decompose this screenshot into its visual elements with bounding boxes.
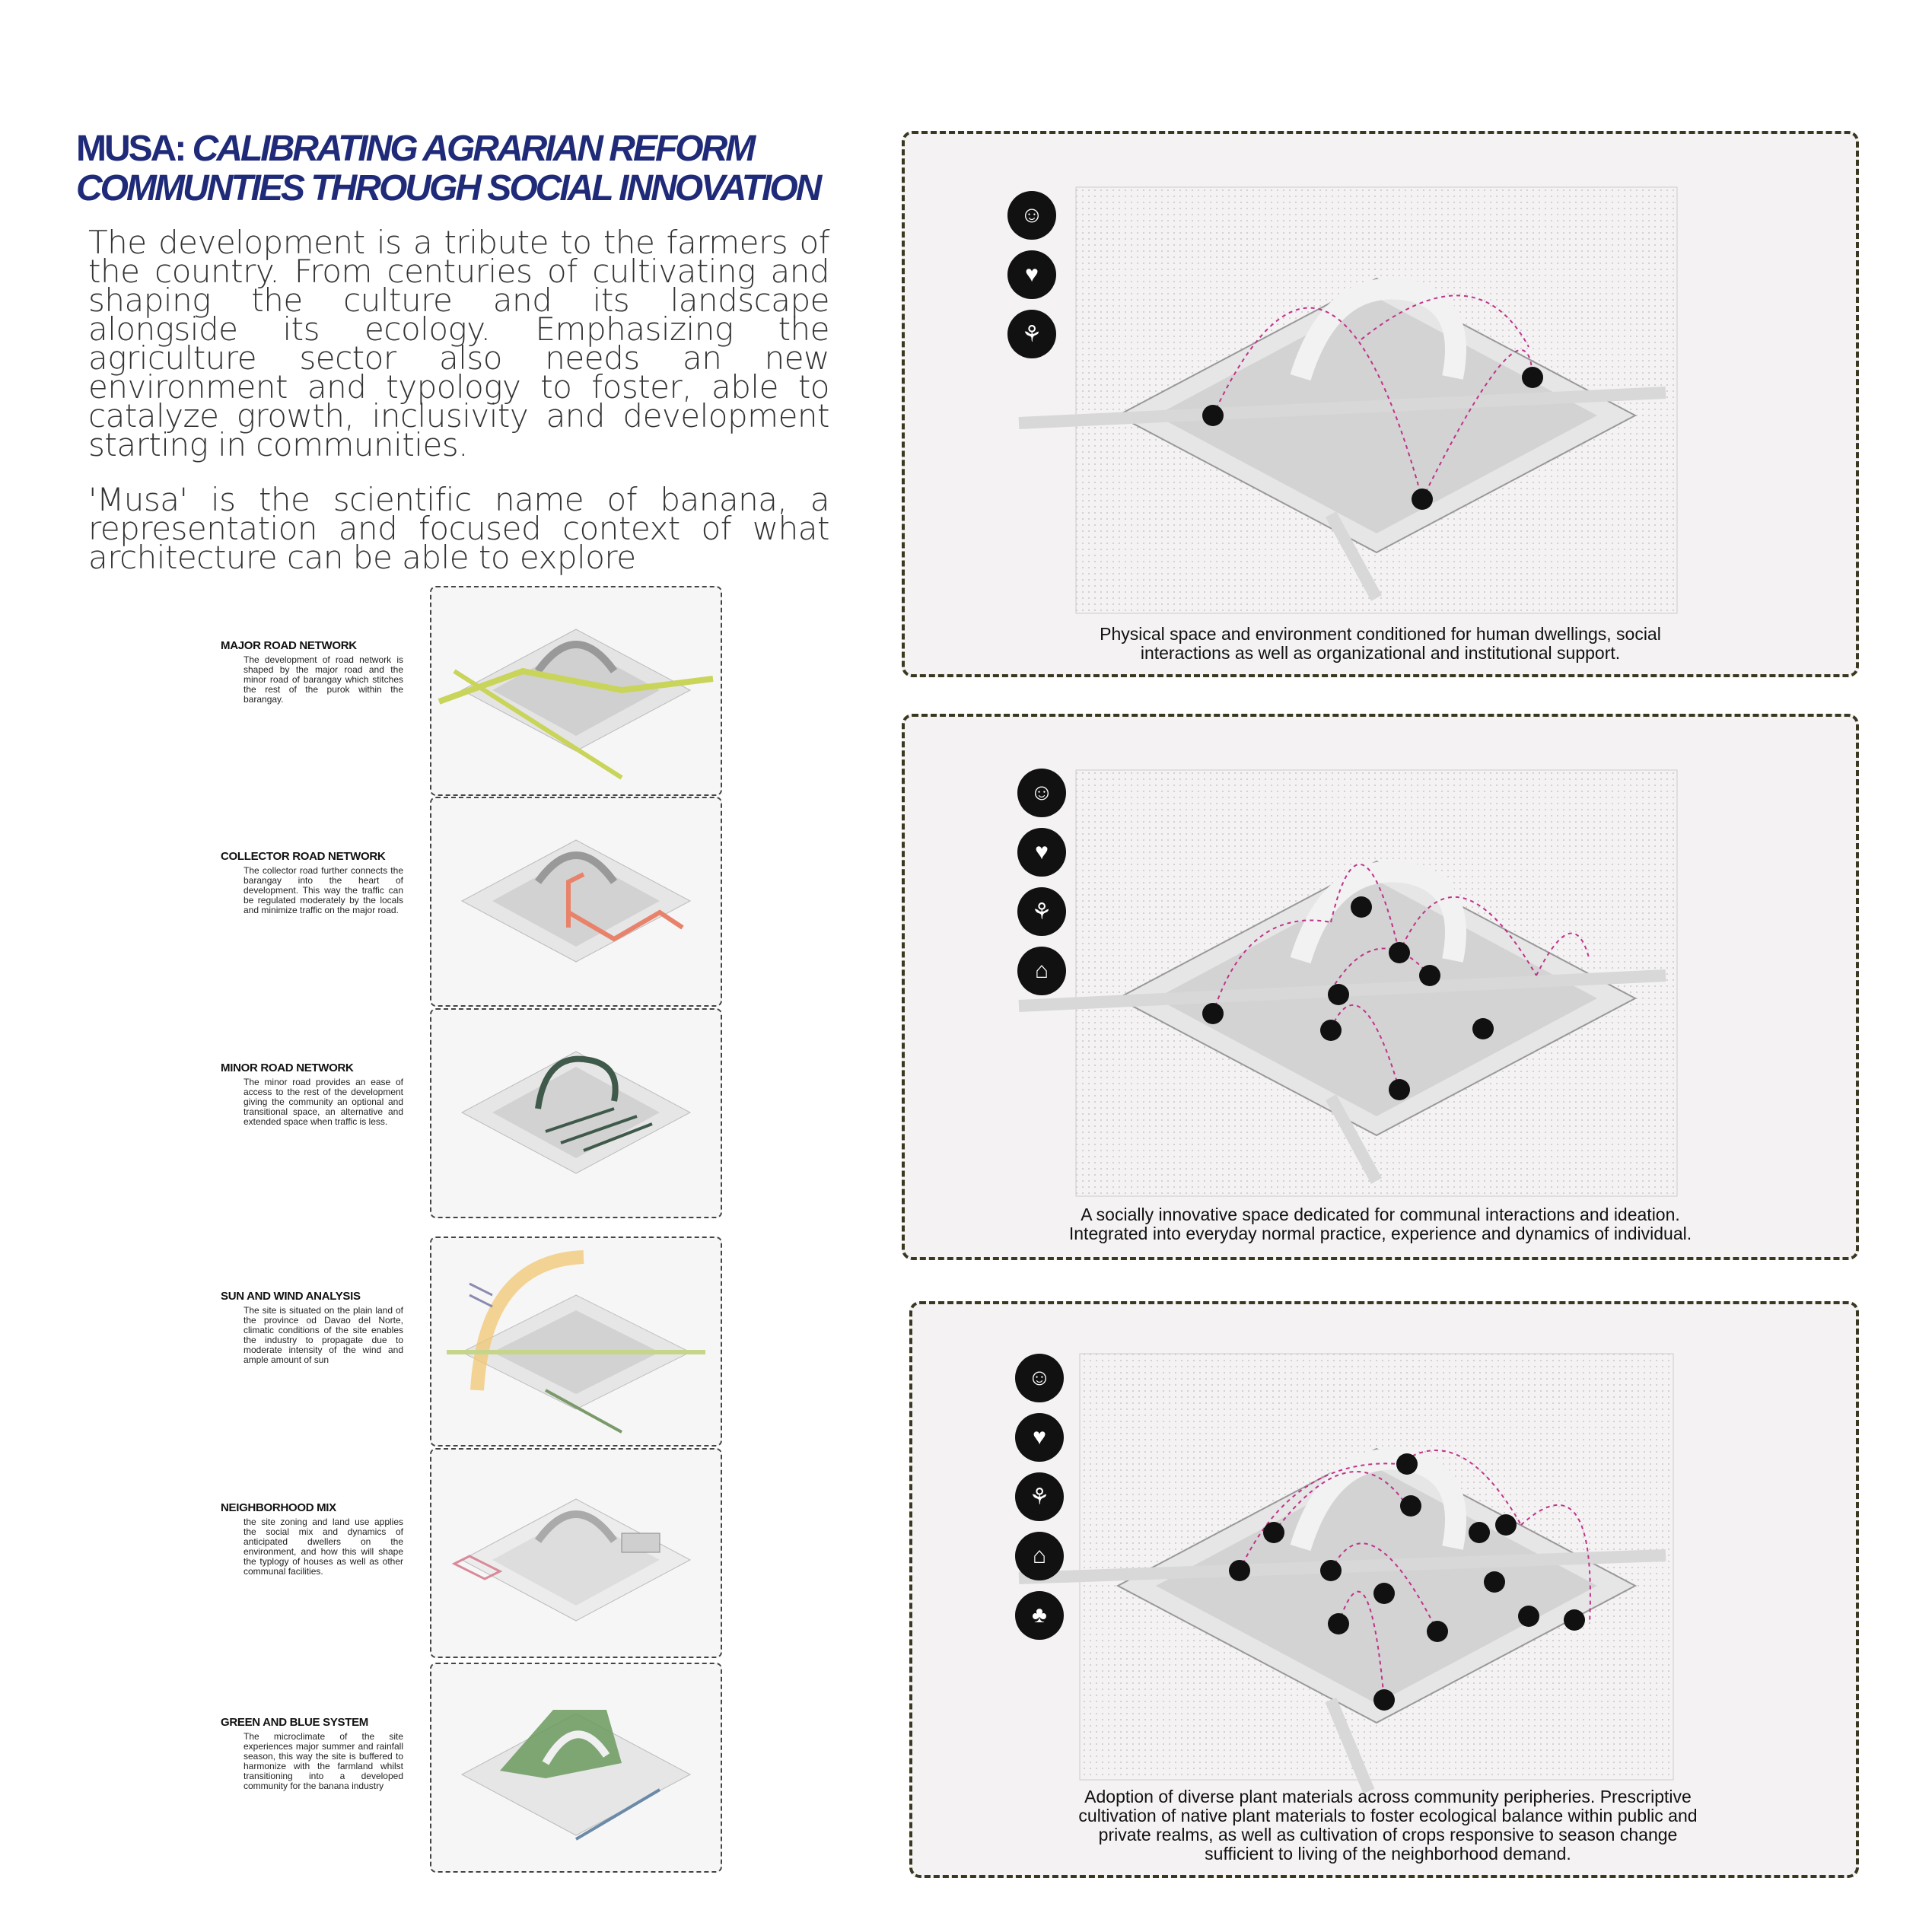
diagram-description: The microclimate of the site experiences major summer and rainfall season, this way the site is buffered to harmonize with the farmland whilst transitioning into a developed community for the banana industry xyxy=(243,1731,403,1791)
diagram-title: NEIGHBORHOOD MIX xyxy=(221,1501,336,1514)
diagram-title: COLLECTOR ROAD NETWORK xyxy=(221,850,386,863)
diagram-green-blue xyxy=(221,1663,723,1872)
icon-column xyxy=(1007,191,1056,369)
panel-caption xyxy=(981,1205,1780,1243)
page-title xyxy=(76,129,875,208)
farming-icon: ⚘ xyxy=(1007,310,1056,358)
diagram-text xyxy=(221,1061,411,1127)
intro-text xyxy=(88,224,829,598)
caption-line: A socially innovative space dedicated for communal interactions and ideation. xyxy=(1081,1205,1680,1224)
diagram-title: MAJOR ROAD NETWORK xyxy=(221,639,357,652)
panel-caption xyxy=(981,625,1780,663)
diagram-collector-road xyxy=(221,797,723,1006)
farming-icon: ⚘ xyxy=(1017,887,1066,936)
caption-line: Physical space and environment conditioned for human dwellings, social xyxy=(1100,624,1661,644)
community-icon: ☺ xyxy=(1007,191,1056,240)
diagram-description: The development of road network is shaped by the major road and the minor road of barangay which stitches the rest of the purok within the barangay. xyxy=(243,654,403,705)
panel-physical-space xyxy=(902,131,1859,677)
diagram-image xyxy=(430,1237,722,1447)
house-icon: ⌂ xyxy=(1017,947,1066,995)
icon-column xyxy=(1015,1354,1064,1650)
diagram-description: the site zoning and land use applies the social mix and dynamics of anticipated dwellers on the environment, and how this will shape the typlogy of houses as well as other communal facilities. xyxy=(243,1517,403,1577)
diagram-title: SUN AND WIND ANALYSIS xyxy=(221,1290,361,1303)
house-icon: ⌂ xyxy=(1015,1532,1064,1580)
diagram-text xyxy=(221,1501,411,1577)
title-line-1: CALIBRATING AGRARIAN REFORM xyxy=(192,129,754,169)
axonometric-site-plan xyxy=(431,1238,721,1445)
farming-icon: ⚘ xyxy=(1015,1472,1064,1521)
axonometric-site-plan xyxy=(431,1450,721,1657)
caption-line: cultivation of native plant materials to foster ecological balance within public and xyxy=(1078,1806,1698,1825)
people-heart-icon: ♥ xyxy=(1017,828,1066,877)
caption-line: Adoption of diverse plant materials across community peripheries. Prescriptive xyxy=(1084,1787,1692,1806)
diagram-description: The minor road provides an ease of access to the rest of the development giving the community an optional and transitional space, an alternative and extended space when traffic is less. xyxy=(243,1077,403,1127)
diagram-image xyxy=(430,1448,722,1658)
caption-line: Integrated into everyday normal practice, experience and dynamics of individual. xyxy=(1068,1224,1692,1243)
intro-paragraph-2: 'Musa' is the scientific name of banana, a representation and focused context of what architecture can be able to explore xyxy=(88,481,829,576)
panel-plant-materials xyxy=(909,1301,1859,1878)
intro-paragraph-1: The development is a tribute to the farmers of the country. From centuries of cultivating and shaping the culture and its landscape alongside its ecology. Emphasizing the agriculture sector also needs an new environment and typology to foster, able to catalyze growth, inclusivity and development starting in communities. xyxy=(88,224,829,463)
community-icon: ☺ xyxy=(1015,1354,1064,1402)
diagram-sun-wind xyxy=(221,1237,723,1446)
axonometric-site-plan xyxy=(431,1664,721,1871)
title-line-2: COMMUNTIES THROUGH SOCIAL INNOVATION xyxy=(76,168,820,208)
community-icon: ☺ xyxy=(1017,769,1066,817)
caption-line: private realms, as well as cultivation of crops responsive to season change xyxy=(1098,1825,1678,1844)
caption-line: sufficient to living of the neighborhood demand. xyxy=(1205,1844,1571,1864)
diagram-major-road xyxy=(221,586,723,795)
panel-social-space xyxy=(902,714,1859,1260)
diagram-text xyxy=(221,850,411,915)
vehicle-tree-icon: ♣ xyxy=(1015,1591,1064,1640)
diagram-text xyxy=(221,1716,411,1791)
axonometric-site-plan xyxy=(431,587,721,794)
diagram-image xyxy=(430,797,722,1007)
people-heart-icon: ♥ xyxy=(1007,250,1056,299)
caption-line: interactions as well as organizational and institutional support. xyxy=(1140,643,1621,663)
people-heart-icon: ♥ xyxy=(1015,1413,1064,1462)
panel-caption xyxy=(988,1787,1787,1864)
axonometric-site-plan xyxy=(431,1010,721,1217)
diagram-text xyxy=(221,639,411,705)
diagram-image xyxy=(430,1008,722,1218)
diagram-title: GREEN AND BLUE SYSTEM xyxy=(221,1716,368,1729)
diagram-minor-road xyxy=(221,1008,723,1217)
diagram-description: The site is situated on the plain land of the province od Davao del Norte, climatic conditions of the site enables the industry to propagate due to moderate intensity of the wind and ample amount of sun xyxy=(243,1305,403,1365)
diagram-image xyxy=(430,1663,722,1873)
title-prefix: MUSA: xyxy=(76,129,193,169)
diagram-description: The collector road further connects the barangay into the heart of development. This way the traffic can be regulated moderately by the locals and minimize traffic on the major road. xyxy=(243,865,403,915)
diagram-title: MINOR ROAD NETWORK xyxy=(221,1061,354,1074)
axonometric-site-plan xyxy=(431,798,721,1005)
diagram-neighborhood-mix xyxy=(221,1448,723,1657)
diagram-text xyxy=(221,1290,411,1365)
diagram-image xyxy=(430,586,722,796)
icon-column xyxy=(1017,769,1066,1006)
